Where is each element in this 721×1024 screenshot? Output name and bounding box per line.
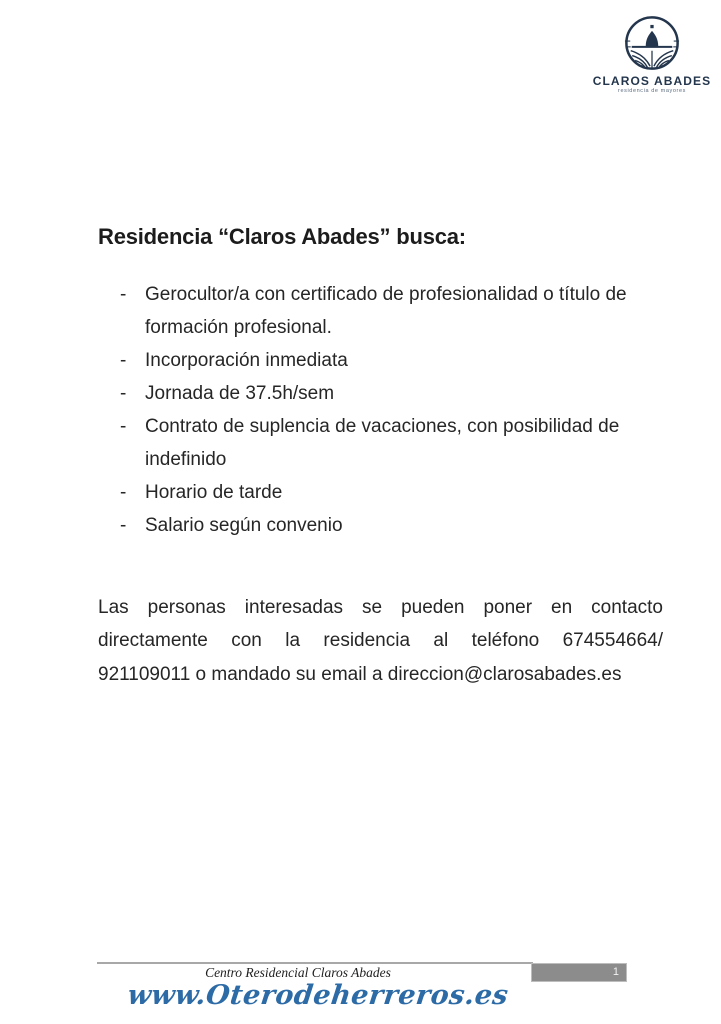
footer-center-text: Centro Residencial Claros Abades xyxy=(205,965,391,980)
paragraph-line: Las personas interesadas se pueden poner en contacto xyxy=(98,597,663,618)
job-offer-list xyxy=(98,278,664,542)
page-title: Residencia “Claros Abades” busca: xyxy=(98,224,466,249)
page-number: 1 xyxy=(612,966,619,978)
list-item xyxy=(98,410,664,476)
claros-abades-emblem-icon xyxy=(623,14,681,72)
logo-wordmark: CLAROS ABADES xyxy=(592,74,712,88)
list-item-marker: - xyxy=(120,482,127,503)
logo xyxy=(592,14,712,95)
list-item-text: Jornada de 37.5h/sem xyxy=(145,383,335,404)
list-item-marker: - xyxy=(120,350,127,371)
watermark-url: www.Oterodeherreros.es xyxy=(125,980,511,1011)
list-item-marker: - xyxy=(120,416,127,437)
list-item-text: Horario de tarde xyxy=(145,482,283,503)
list-item-text: Contrato de suplencia de vacaciones, con posibilidad de indefinido xyxy=(145,416,620,470)
logo-tagline: residencia de mayores xyxy=(618,88,686,94)
list-item-marker: - xyxy=(120,515,127,536)
list-item xyxy=(98,344,664,377)
list-item-text: Gerocultor/a con certificado de profesionalidad o título de formación profesional. xyxy=(145,284,627,338)
paragraph-line: directamente con la residencia al teléfono 674554664/ xyxy=(98,630,663,652)
list-item-text: Incorporación inmediata xyxy=(145,350,348,371)
list-item-text: Salario según convenio xyxy=(145,515,343,536)
list-item xyxy=(98,476,664,509)
list-item xyxy=(98,377,664,410)
list-item-marker: - xyxy=(120,383,127,404)
list-item xyxy=(98,278,664,344)
contact-paragraph xyxy=(98,591,663,691)
paragraph-line: 921109011 o mandado su email a direccion@clarosabades.es xyxy=(98,663,622,685)
footer-divider xyxy=(97,962,533,964)
list-item-marker: - xyxy=(120,284,127,305)
list-item xyxy=(98,509,664,542)
